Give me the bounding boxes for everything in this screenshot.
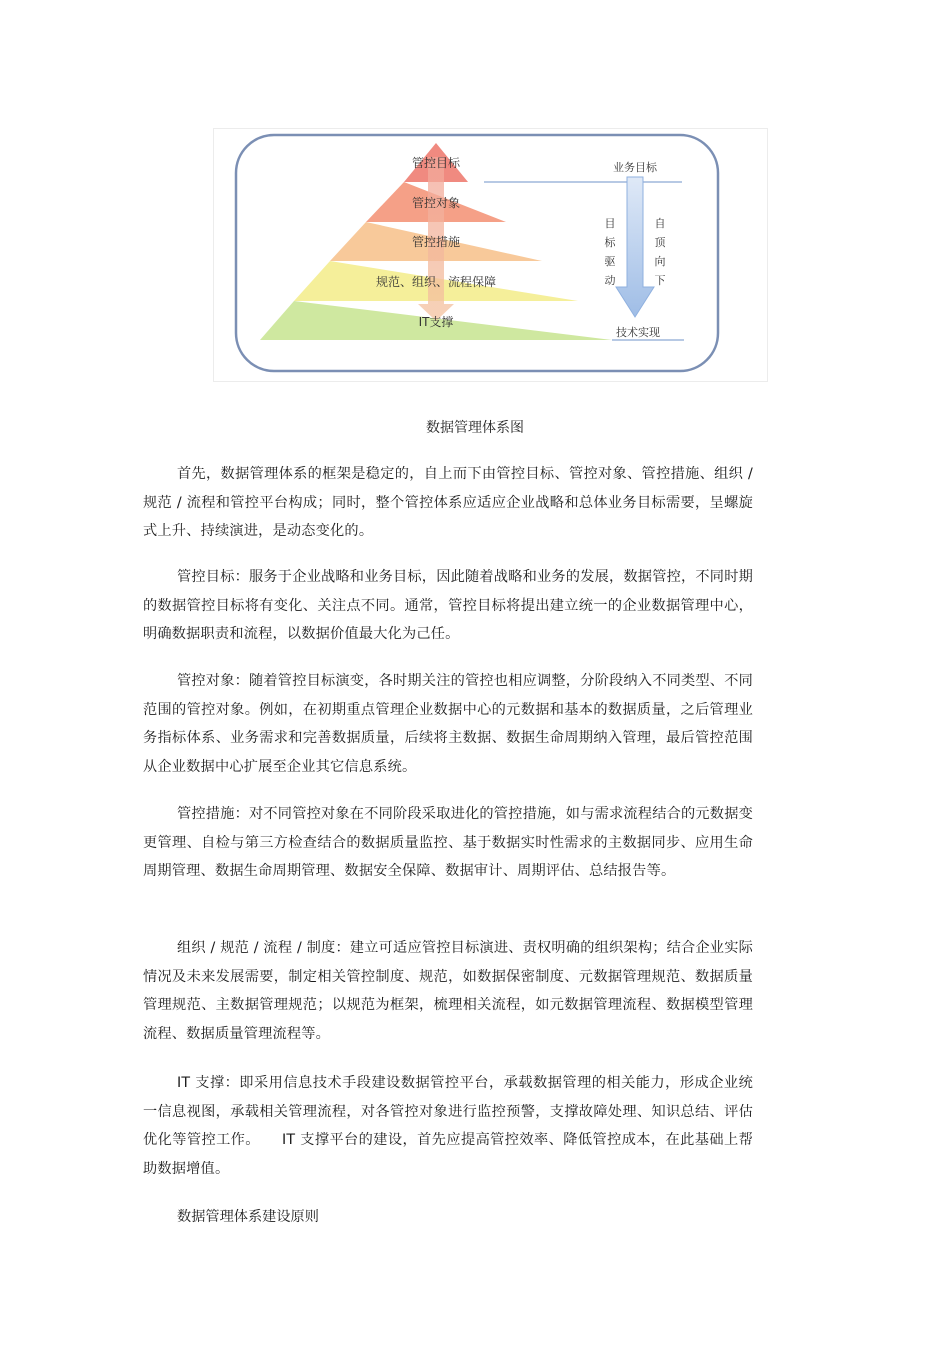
business-goal-label: 业务目标 xyxy=(613,161,657,174)
level-3-label: 管控措施 xyxy=(411,235,461,249)
top-down-char-3: 向 xyxy=(654,255,666,268)
top-down-char-2: 顶 xyxy=(654,236,666,249)
goal-driven-char-4: 动 xyxy=(604,274,616,287)
paragraph-organization: 组织 / 规范 / 流程 / 制度：建立可适应管控目标演进、责权明确的组织架构；结合企业实际情况及未来发展需要，制定相关管控制度、规范，如数据保密制度、元数据管理规范、数据质量管理规范、主数据管理规范；以规范为框架，梳理相关流程，如元数据管理流程、数据模型管理流程、数据质量管理流程等。 xyxy=(143,940,753,1042)
section-heading: 数据管理体系建设原则 xyxy=(177,1209,319,1225)
paragraph-it-support: IT 支撑：即采用信息技术手段建设数据管控平台，承载数据管理的相关能力，形成企业统一信息视图，承载相关管理流程，对各管控对象进行监控预警，支撑故障处理、知识总结、评估优化等管控工作。 IT 支撑平台的建设，首先应提高管控效率、降低管控成本，在此基础上帮助数据增值。 xyxy=(143,1075,753,1177)
goal-driven-char-1: 目 xyxy=(604,217,616,230)
level-4-label: 规范、组织、流程保障 xyxy=(375,275,497,289)
top-down-char-4: 下 xyxy=(654,274,666,287)
level-5-label: IT支撑 xyxy=(418,315,454,329)
goal-driven-char-2: 标 xyxy=(604,236,616,249)
paragraph-control-object: 管控对象：随着管控目标演变，各时期关注的管控也相应调整，分阶段纳入不同类型、不同范围的管控对象。例如，在初期重点管理企业数据中心的元数据和基本的数据质量，之后管理业务指标体系、业务需求和完善数据质量，后续将主数据、数据生命周期纳入管理，最后管控范围从企业数据中心扩展至企业其它信息系统。 xyxy=(143,673,753,775)
paragraph-control-goal: 管控目标：服务于企业战略和业务目标，因此随着战略和业务的发展，数据管控，不同时期的数据管控目标将有变化、关注点不同。通常，管控目标将提出建立统一的企业数据管理中心，明确数据职责和流程，以数据价值最大化为己任。 xyxy=(143,569,753,643)
level-1-label: 管控目标 xyxy=(411,156,461,170)
top-down-char-1: 自 xyxy=(654,217,666,230)
pyramid-figure xyxy=(213,128,768,382)
goal-driven-char-3: 驱 xyxy=(604,255,616,268)
paragraph-control-measures: 管控措施：对不同管控对象在不同阶段采取进化的管控措施，如与需求流程结合的元数据变更管理、自检与第三方检查结合的数据质量监控、基于数据实时性需求的主数据同步、应用生命周期管理、数据生命周期管理、数据安全保障、数据审计、周期评估、总结报告等。 xyxy=(143,806,753,880)
pyramid-diagram xyxy=(214,129,767,381)
tech-impl-label: 技术实现 xyxy=(616,326,660,339)
figure-caption: 数据管理体系图 xyxy=(426,420,524,436)
paragraph-intro: 首先，数据管理体系的框架是稳定的，自上而下由管控目标、管控对象、管控措施、组织 / 规范 / 流程和管控平台构成；同时，整个管控体系应适应企业战略和总体业务目标需要，呈螺旋式上升、持续演进，是动态变化的。 xyxy=(143,466,753,540)
level-2-label: 管控对象 xyxy=(411,196,461,210)
